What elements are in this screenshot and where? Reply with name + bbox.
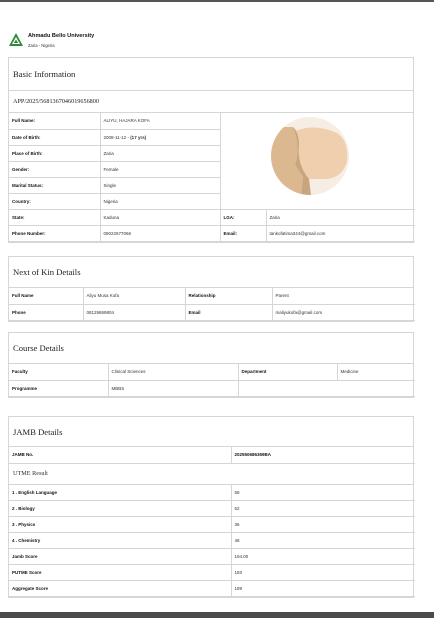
- basic-information-table: [9, 113, 415, 242]
- full-name-label: Full Name:: [9, 113, 100, 129]
- university-location: Zaria - Nigeria: [28, 43, 55, 48]
- nok-phone-label: Phone: [9, 304, 83, 320]
- dob-date: 2008-11-12 -: [103, 134, 131, 140]
- next-of-kin-title: Next of Kin Details: [9, 257, 413, 288]
- phone-number-label: Phone Number:: [9, 225, 100, 241]
- subject-4-label: 4 . Chemistry: [9, 533, 231, 549]
- pob-label: Place of Birth:: [9, 145, 100, 161]
- next-of-kin-card: [8, 256, 414, 322]
- state-value: Kaduna: [100, 209, 220, 225]
- university-name: Ahmadu Bello University: [28, 33, 95, 39]
- programme-value: MBBS: [108, 380, 238, 396]
- table-row: [9, 501, 415, 517]
- subject-1-label: 1 . English Language: [9, 485, 231, 501]
- email-value: tankofatima344@gmail.com: [266, 225, 415, 241]
- jamb-details-title: JAMB Details: [9, 417, 413, 447]
- jamb-details-card: [8, 416, 414, 598]
- programme-label: Programme: [9, 380, 108, 396]
- nok-email-label: Email: [185, 304, 272, 320]
- dob-age: (17 yrs): [130, 134, 147, 140]
- dob-value: [100, 129, 220, 145]
- pob-value: Zaria: [100, 145, 220, 161]
- faculty-label: Faculty: [9, 364, 108, 380]
- gender-label: Gender:: [9, 161, 100, 177]
- person-photo-icon: [271, 117, 349, 195]
- department-value: Medicine: [337, 364, 415, 380]
- table-row: [9, 485, 415, 501]
- faculty-value: Clinical Sciences: [108, 364, 238, 380]
- aggregate-score-label: Aggregate Score: [9, 581, 231, 597]
- next-of-kin-table: [9, 288, 415, 321]
- course-details-title: Course Details: [9, 333, 413, 364]
- university-logo-icon: [8, 32, 24, 48]
- table-row: [9, 533, 415, 549]
- nok-full-name-value: Aliyu Musa Kofa: [83, 288, 185, 304]
- top-border: [0, 0, 434, 2]
- basic-information-card: [8, 57, 414, 243]
- putme-score-value: 183: [231, 565, 415, 581]
- table-row: [9, 549, 415, 565]
- nok-email-value: maliyukofa@gmail.com: [272, 304, 415, 320]
- nok-relationship-value: Parent: [272, 288, 415, 304]
- lga-label: LGA:: [220, 209, 266, 225]
- utme-result-title: UTME Result: [9, 464, 413, 485]
- putme-score-label: PUTME Score: [9, 565, 231, 581]
- jamb-number-table: [9, 447, 415, 464]
- jamb-number-value: 202550686369BA: [231, 447, 415, 463]
- phone-number-value: 09022677066: [100, 225, 220, 241]
- full-name-value: ALIYU, HAJARA KOFA: [100, 113, 220, 129]
- course-details-card: [8, 332, 414, 398]
- nok-relationship-label: Relationship: [185, 288, 272, 304]
- subject-2-score: 52: [231, 501, 415, 517]
- programme-empty-cell: [238, 380, 415, 396]
- department-label: Department: [238, 364, 337, 380]
- application-id: APP/2025/5681367046019656800: [9, 91, 413, 113]
- nok-phone-value: 08129869804: [83, 304, 185, 320]
- subject-4-score: 48: [231, 533, 415, 549]
- bottom-border: [0, 612, 434, 618]
- passport-photo-cell: [220, 113, 415, 209]
- country-value: Nigeria: [100, 193, 220, 209]
- country-label: Country:: [9, 193, 100, 209]
- table-row: [9, 581, 415, 597]
- marital-status-label: Marital Status:: [9, 177, 100, 193]
- subject-3-label: 3 . Physics: [9, 517, 231, 533]
- subject-3-score: 36: [231, 517, 415, 533]
- table-row: [9, 517, 415, 533]
- gender-value: Female: [100, 161, 220, 177]
- passport-photo: [271, 117, 349, 195]
- email-label: Email:: [220, 225, 266, 241]
- course-details-table: [9, 364, 415, 397]
- marital-status-value: Single: [100, 177, 220, 193]
- aggregate-score-value: 189: [231, 581, 415, 597]
- subject-1-score: 58: [231, 485, 415, 501]
- lga-value: Zaria: [266, 209, 415, 225]
- jamb-score-value: 194.00: [231, 549, 415, 565]
- utme-result-table: [9, 485, 415, 598]
- jamb-number-label: JAMB No.: [9, 447, 231, 463]
- state-label: State:: [9, 209, 100, 225]
- jamb-score-label: Jamb Score: [9, 549, 231, 565]
- table-row: [9, 565, 415, 581]
- university-header: [8, 31, 308, 53]
- subject-2-label: 2 . Biology: [9, 501, 231, 517]
- nok-full-name-label: Full Name: [9, 288, 83, 304]
- basic-information-title: Basic Information: [9, 58, 413, 91]
- dob-label: Date of Birth:: [9, 129, 100, 145]
